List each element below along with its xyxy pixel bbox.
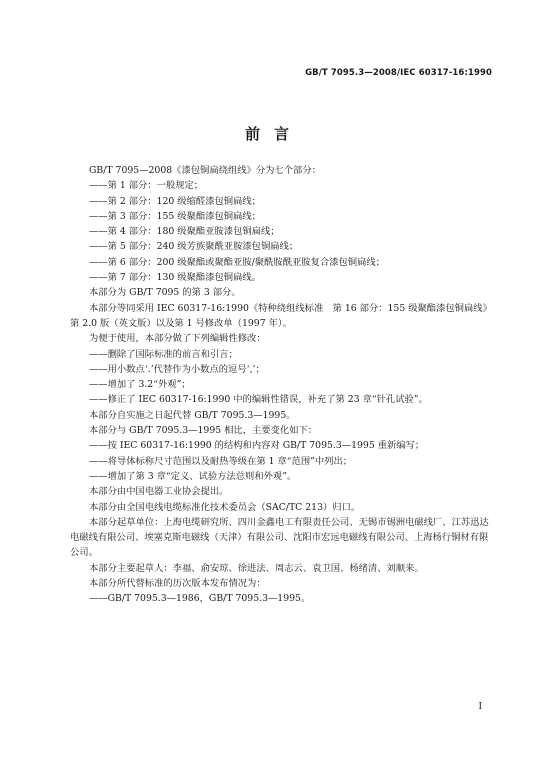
list-item: ——第 1 部分：一般规定； bbox=[89, 180, 204, 192]
list-item: ——用小数点‘.’代替作为小数点的逗号‘,’； bbox=[89, 363, 265, 375]
list-item: ——第 2 部分：120 级缩醛漆包铜扁线； bbox=[89, 195, 261, 207]
paragraph: 本部分自实施之日起代替 GB/T 7095.3—1995。 bbox=[89, 409, 296, 421]
paragraph: 本部分为 GB/T 7095 的第 3 部分。 bbox=[89, 287, 241, 299]
list-item: ——修正了 IEC 60317-16:1990 中的编辑性错误，补充了第 23 章“针孔试验”。 bbox=[89, 394, 428, 406]
list-item: ——第 5 部分：240 级芳族聚酰亚胺漆包铜扁线； bbox=[89, 241, 299, 253]
paragraph: GB/T 7095—2008《漆包铜扁绕组线》分为七个部分： bbox=[89, 165, 321, 176]
paragraph-continuation: 第 2.0 版（英文版）以及第 1 号修改单（1997 年）。 bbox=[70, 317, 292, 329]
list-item: ——第 4 部分：180 级聚酯亚胺漆包铜扁线； bbox=[89, 226, 280, 238]
paragraph-continuation: 公司。 bbox=[70, 547, 98, 559]
list-item: ——GB/T 7095.3—1986，GB/T 7095.3—1995。 bbox=[89, 593, 311, 605]
paragraph: 本部分所代替标准的历次版本发布情况为： bbox=[89, 578, 266, 590]
paragraph: 本部分由全国电线电缆标准化技术委员会（SAC/TC 213）归口。 bbox=[89, 501, 361, 513]
paragraph: 本部分由中国电器工业协会提出。 bbox=[89, 486, 229, 498]
list-item: ——增加了第 3 章“定义、试验方法总则和外观”。 bbox=[89, 470, 297, 482]
page-title: 前言 bbox=[244, 125, 303, 143]
page-number: I bbox=[478, 702, 482, 712]
paragraph: 本部分主要起草人：李福、俞安琼、徐进法、周志云、袁卫国、杨绪清、刘顺来。 bbox=[89, 562, 424, 574]
standard-id-header: GB/T 7095.3—2008/IEC 60317-16:1990 bbox=[305, 68, 492, 78]
list-item: ——第 7 部分：130 级聚酯漆包铜扁线。 bbox=[89, 272, 261, 284]
foreword-body bbox=[70, 163, 502, 607]
list-item: ——第 6 部分：200 级聚酯或聚酯亚胺/聚酰胺酰亚胺复合漆包铜扁线； bbox=[89, 256, 385, 268]
paragraph: 本部分起草单位：上海电缆研究所、四川金鑫电工有限责任公司、无锡市锡洲电磁线厂、江苏迅达 bbox=[89, 516, 489, 528]
list-item: ——第 3 部分：155 级聚酯漆包铜扁线； bbox=[89, 210, 261, 222]
paragraph: 为便于使用，本部分做了下列编辑性修改： bbox=[89, 333, 266, 345]
paragraph-continuation: 电磁线有限公司、埃塞克斯电磁线（天津）有限公司、沈阳市宏远电磁线有限公司、上海杨行铜材有限 bbox=[70, 532, 489, 544]
list-item: ——删除了国际标准的前言和引言； bbox=[89, 348, 238, 360]
list-item: ——增加了 3.2“外观”； bbox=[89, 379, 191, 391]
paragraph: 本部分等同采用 IEC 60317-16:1990《特种绕组线标准 第 16 部分：155 级聚酯漆包铜扁线》 bbox=[89, 302, 492, 314]
list-item: ——将导体标称尺寸范围以及耐热等级在第 1 章“范围”中列出； bbox=[89, 455, 353, 467]
list-item: ——按 IEC 60317-16:1990 的结构和内容对 GB/T 7095.3—1995 重新编写； bbox=[89, 440, 425, 452]
paragraph: 本部分与 GB/T 7095.3—1995 相比，主要变化如下： bbox=[89, 425, 318, 437]
